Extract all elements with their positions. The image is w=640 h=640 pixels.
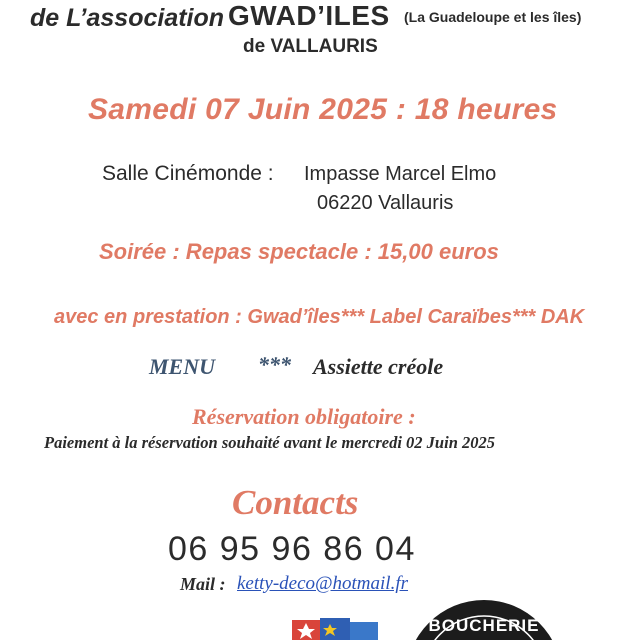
contacts-title: Contacts xyxy=(232,483,359,522)
contact-phone: 06 95 96 86 04 xyxy=(168,530,416,568)
butcher-logo-text: BOUCHERIE xyxy=(428,616,540,635)
venue-label: Salle Cinémonde : xyxy=(102,162,274,185)
menu-separator: *** xyxy=(258,352,291,377)
venue-address-line1: Impasse Marcel Elmo xyxy=(304,163,497,185)
reservation-title: Réservation obligatoire : xyxy=(192,404,416,429)
association-subtitle: (La Guadeloupe et les îles) xyxy=(404,9,582,25)
association-city: de VALLAURIS xyxy=(243,36,378,57)
flag-logo-icon xyxy=(290,614,380,640)
butcher-logo xyxy=(404,598,564,640)
reservation-note: Paiement à la réservation souhaité avant le mercredi 02 Juin 2025 xyxy=(44,433,495,452)
mail-link[interactable]: ketty-deco@hotmail.fr xyxy=(237,573,409,594)
performance-line: avec en prestation : Gwad’îles*** Label Caraïbes*** DAK xyxy=(54,306,585,328)
venue-address-line2: 06220 Vallauris xyxy=(317,192,454,214)
header-prefix: de L’association xyxy=(30,4,225,32)
mail-label: Mail : xyxy=(180,574,226,594)
association-name: GWAD’ILES xyxy=(228,0,390,31)
evening-price: Soirée : Repas spectacle : 15,00 euros xyxy=(99,239,499,264)
menu-label: MENU xyxy=(149,354,216,379)
event-date: Samedi 07 Juin 2025 : 18 heures xyxy=(88,93,558,126)
menu-item: Assiette créole xyxy=(313,354,444,379)
